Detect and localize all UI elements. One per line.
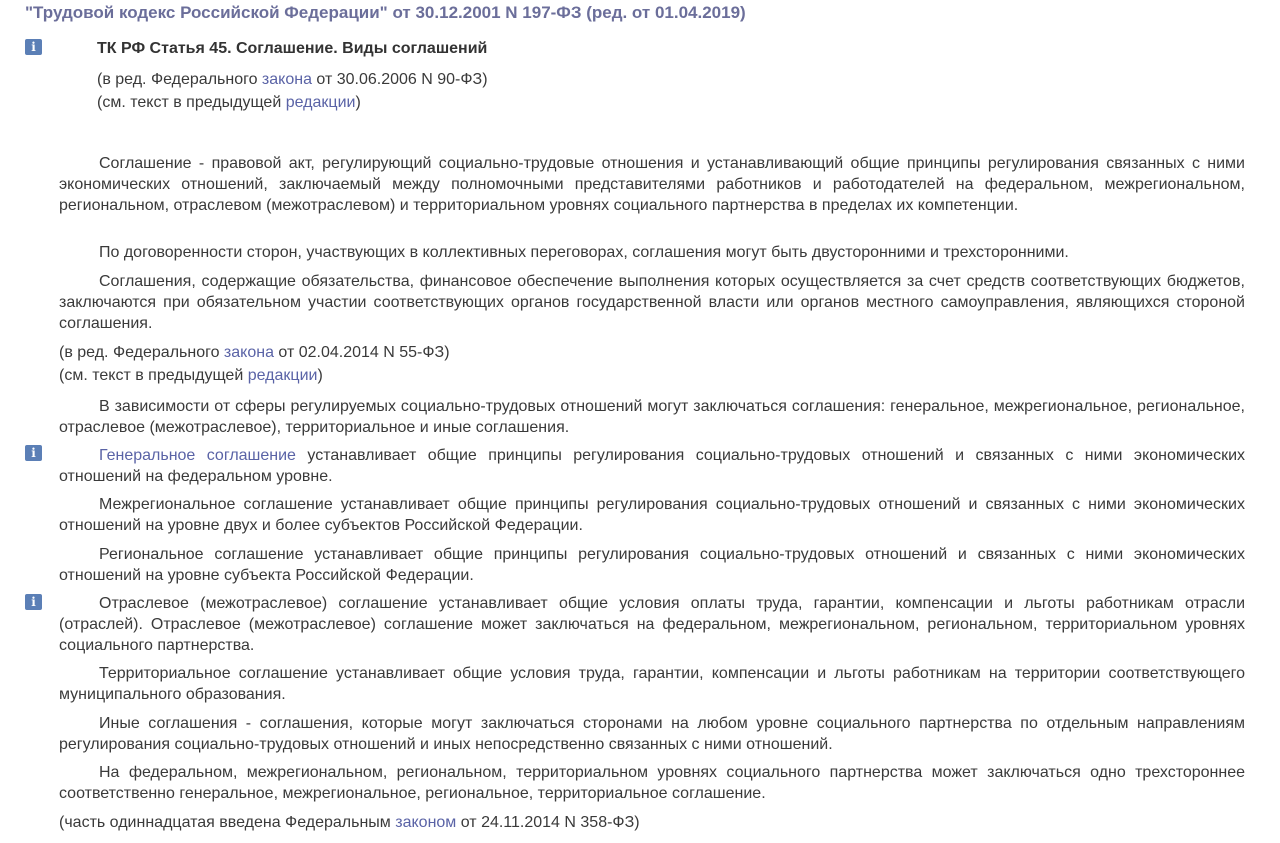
law-link-2[interactable]: закона [223,344,274,361]
footnote: (часть одиннадцатая введена Федеральным законом от 24.11.2014 N 358-ФЗ) [59,814,640,831]
previous-edition-note-2: (см. текст в предыдущей редакции) [59,367,323,384]
document-title: "Трудовой кодекс Российской Федерации" от 30.12.2001 N 197-ФЗ (ред. от 01.04.2019) [25,3,746,22]
paragraph-2: По договоренности сторон, участвующих в коллективных переговорах, соглашения могут быть двусторонними и трехсторонними. [99,244,1069,261]
edition-link-1[interactable]: редакции [285,94,356,111]
paragraph-9: Территориальное соглашение устанавливает общие условия труда, гарантии, компенсации и льготы работникам на территории соответствующего муниципального образования. [59,665,1245,703]
article-title: ТК РФ Статья 45. Соглашение. Виды соглашений [97,40,488,57]
paragraph-3: Соглашения, содержащие обязательства, финансовое обеспечение выполнения которых осуществляется за счет средств соответствующих бюджетов, заключаются при обязательном участии соответствующих органов государственной власти или органов местного самоуправления, являющихся стороной соглашения. [59,273,1245,332]
paragraph-11: На федеральном, межрегиональном, региональном, территориальном уровнях социального партнерства может заключаться одно трехстороннее соответственно генеральное, межрегиональное, региональное, территориальное соглашение. [59,764,1245,802]
paragraph-4: В зависимости от сферы регулируемых социально-трудовых отношений могут заключаться соглашения: генеральное, межрегиональное, региональное, отраслевое (межотраслевое), территориальное и иные соглашения. [59,398,1245,436]
paragraph-5: Генеральное соглашение устанавливает общие принципы регулирования социально-трудовых отношений и связанных с ними экономических отношений на федеральном уровне. [59,447,1246,485]
info-icon[interactable]: i [25,594,42,610]
law-link-3[interactable]: законом [395,814,457,831]
info-icon[interactable]: i [25,39,42,55]
paragraph-6: Межрегиональное соглашение устанавливает общие принципы регулирования социально-трудовых отношений и связанных с ними экономических отношений на уровне двух и более субъектов Российской Федерации. [59,496,1245,534]
edition-note-2: (в ред. Федерального закона от 02.04.2014 N 55-ФЗ) [59,344,450,361]
paragraph-7: Региональное соглашение устанавливает общие принципы регулирования социально-трудовых отношений и связанных с ними экономических отношений на уровне субъекта Российской Федерации. [59,546,1245,584]
paragraph-1: Соглашение - правовой акт, регулирующий социально-трудовые отношения и устанавливающий общие принципы регулирования связанных с ними экономических отношений, заключаемый между полномочными представителями работников и работодателей на федеральном, межрегиональном, региональном, отраслевом (межотраслевом) и территориальном уровнях социального партнерства в пределах их компетенции. [59,155,1245,214]
general-agreement-link[interactable]: Генеральное соглашение [99,447,296,464]
info-icon[interactable]: i [25,445,42,461]
paragraph-8: Отраслевое (межотраслевое) соглашение устанавливает общие условия оплаты труда, гарантии, компенсации и льготы работникам отрасли (отраслей). Отраслевое (межотраслевое) соглашение может заключаться на федеральном, межрегиональном, региональном, территориальном уровнях социального партнерства. [59,595,1245,654]
edition-note-1: (в ред. Федерального закона от 30.06.2006 N 90-ФЗ) [97,71,488,88]
edition-link-2[interactable]: редакции [247,367,318,384]
law-link-1[interactable]: закона [261,71,312,88]
paragraph-10: Иные соглашения - соглашения, которые могут заключаться сторонами на любом уровне социального партнерства по отдельным направлениям регулирования социально-трудовых отношений и иных непосредственно связанных с ними отношений. [59,715,1245,753]
previous-edition-note-1: (см. текст в предыдущей редакции) [97,94,361,111]
